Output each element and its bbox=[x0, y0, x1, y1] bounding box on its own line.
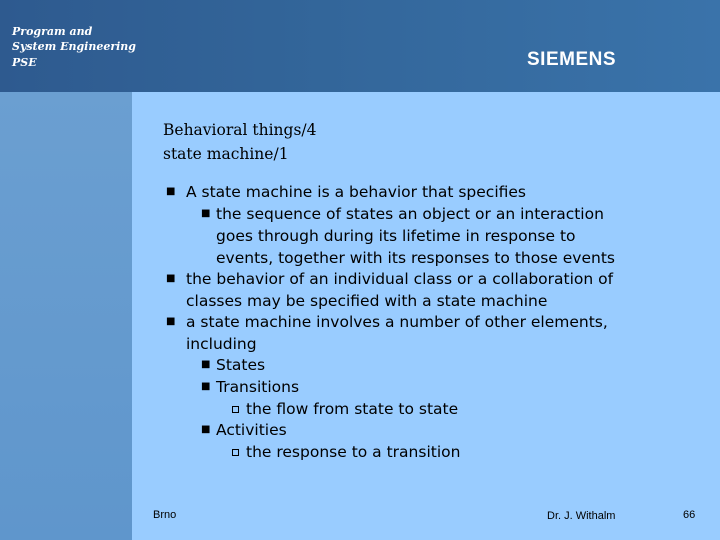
square-bullet-icon: ■ bbox=[201, 208, 211, 219]
square-bullet-icon: ■ bbox=[201, 381, 211, 392]
bullet-1-text: A state machine is a behavior that specifies bbox=[186, 183, 527, 201]
siemens-logo: SIEMENS bbox=[527, 49, 617, 70]
bullet-3-line-2: including bbox=[186, 335, 257, 353]
title-line-2: state machine/1 bbox=[163, 145, 289, 163]
bullet-2-line-1: the behavior of an individual class or a collaboration of bbox=[186, 270, 614, 288]
bullet-3-3-text: Activities bbox=[216, 421, 287, 439]
bullet-3-2-1-text: the flow from state to state bbox=[246, 400, 459, 418]
org-line-3: PSE bbox=[12, 56, 37, 69]
hollow-square-bullet-icon bbox=[232, 406, 239, 413]
page-number: 66 bbox=[683, 509, 696, 521]
footer-location: Brno bbox=[153, 509, 177, 521]
bullet-3-2-text: Transitions bbox=[216, 378, 300, 396]
hollow-square-bullet-icon bbox=[232, 449, 239, 456]
org-line-1: Program and bbox=[12, 25, 93, 38]
title-line-1: Behavioral things/4 bbox=[163, 121, 317, 139]
square-bullet-icon: ■ bbox=[166, 186, 176, 197]
bullet-3-line-1: a state machine involves a number of other elements, bbox=[186, 313, 608, 331]
bullet-1-1-line-1: the sequence of states an object or an interaction bbox=[216, 205, 604, 223]
bullet-3-3-1-text: the response to a transition bbox=[246, 443, 461, 461]
bullet-2-line-2: classes may be specified with a state machine bbox=[186, 292, 548, 310]
square-bullet-icon: ■ bbox=[166, 316, 176, 327]
header-bar bbox=[0, 0, 720, 92]
bullet-1-1-line-2: goes through during its lifetime in response to bbox=[216, 227, 576, 245]
square-bullet-icon: ■ bbox=[201, 359, 211, 370]
org-line-2: System Engineering bbox=[12, 40, 136, 53]
slide-title bbox=[163, 118, 316, 166]
left-sidebar bbox=[0, 92, 132, 540]
bullet-1-1-line-3: events, together with its responses to those events bbox=[216, 249, 615, 267]
bullet-3-1-text: States bbox=[216, 356, 266, 374]
square-bullet-icon: ■ bbox=[201, 424, 211, 435]
square-bullet-icon: ■ bbox=[166, 273, 176, 284]
footer-author: Dr. J. Withalm bbox=[547, 510, 616, 522]
